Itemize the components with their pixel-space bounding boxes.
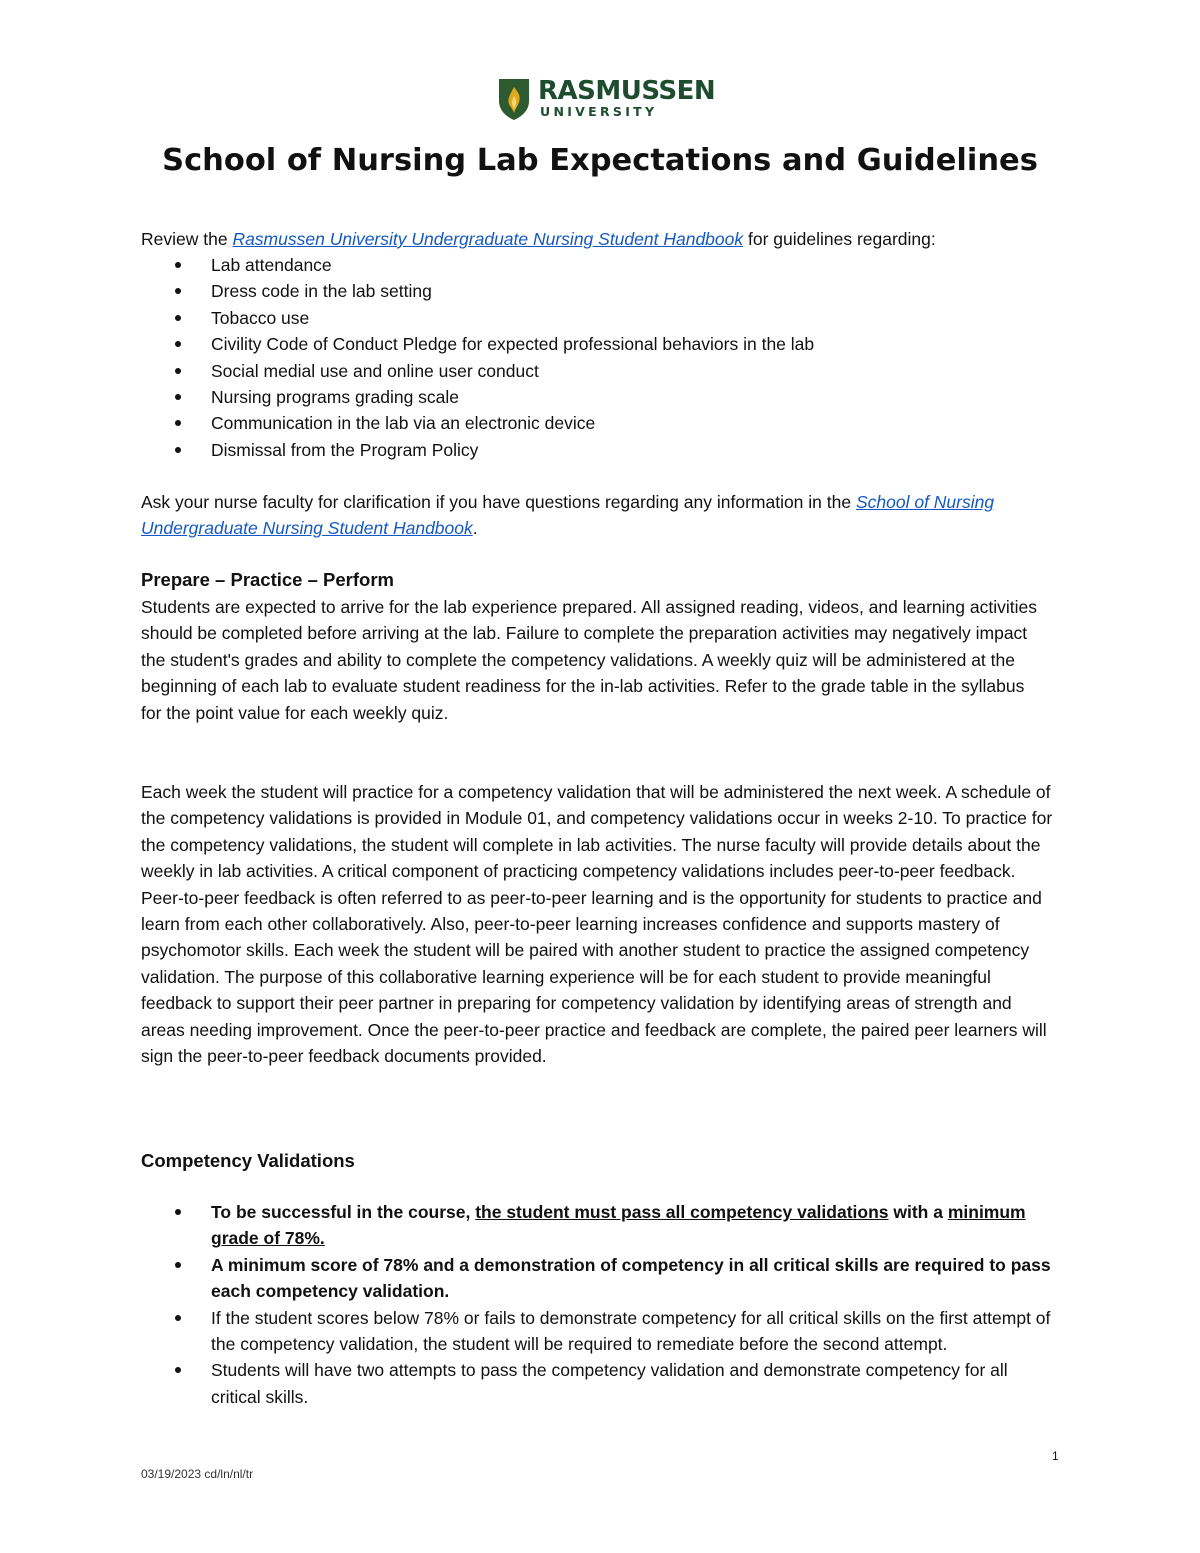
list-item: Lab attendance — [141, 252, 1061, 278]
b1-c: with a — [888, 1202, 948, 1222]
b1-d: minimum grade of 78%. — [211, 1202, 1026, 1249]
guidelines-list — [141, 252, 1061, 463]
footer-text: 03/19/2023 cd/ln/nl/tr — [141, 1467, 254, 1481]
competency-heading: Competency Validations — [141, 1150, 355, 1171]
page-number: 1 — [1052, 1449, 1059, 1463]
ask-suffix: . — [472, 518, 478, 539]
list-item: If the student scores below 78% or fails to demonstrate competency for all critical skills on the first attempt of the competency validation, the student will be required to remediate before the second attempt. — [141, 1305, 1061, 1358]
prepare-heading: Prepare – Practice – Perform — [141, 569, 394, 590]
list-item: Communication in the lab via an electronic device — [141, 410, 1061, 436]
document-title: School of Nursing Lab Expectations and Guidelines — [162, 143, 1038, 178]
list-item: Dress code in the lab setting — [141, 278, 1061, 304]
handbook-link-2[interactable]: School of Nursing Undergraduate Nursing Student Handbook — [141, 492, 995, 539]
list-item: Tobacco use — [141, 305, 1061, 331]
intro-prefix: Review the — [141, 229, 233, 249]
list-item: Social medial use and online user conduct — [141, 358, 1061, 384]
b1-a: To be successful in the course, — [211, 1202, 476, 1222]
prepare-paragraph-1: Students are expected to arrive for the lab experience prepared. All assigned reading, videos, and learning activities should be completed before arriving at the lab. Failure to complete the preparation activities may negatively impact the student's grades and ability to complete the competency validations. A weekly quiz will be administered at the beginning of each lab to evaluate student readiness for the in-lab activities. Refer to the grade table in the syllabus for the point value for each weekly quiz. — [141, 597, 1037, 723]
logo-name: RASMUSSEN — [538, 76, 716, 106]
list-item — [141, 1199, 1061, 1252]
clarification-paragraph — [141, 489, 1056, 542]
logo-subtitle: UNIVERSITY — [540, 104, 658, 119]
list-item: Civility Code of Conduct Pledge for expected professional behaviors in the lab — [141, 331, 1061, 357]
shield-flame-icon — [497, 77, 531, 121]
list-item: Dismissal from the Program Policy — [141, 437, 1061, 463]
prepare-paragraph-2: Each week the student will practice for a competency validation that will be administered the next week. A schedule of the competency validations is provided in Module 01, and competency validations occur in weeks 2-10. To practice for the competency validations, the student will complete in lab activities. The nurse faculty will provide details about the weekly in lab activities. A critical component of practicing competency validations includes peer-to-peer feedback. Peer-to-peer feedback is often referred to as peer-to-peer learning and is the opportunity for students to practice and learn from each other collaboratively. Also, peer-to-peer learning increases confidence and supports mastery of psychomotor skills. Each week the student will be paired with another student to practice the assigned competency validation. The purpose of this collaborative learning experience will be for each student to provide meaningful feedback to support their peer partner in preparing for competency validation by identifying areas of strength and areas needing improvement. Once the peer-to-peer practice and feedback are complete, the paired peer learners will sign the peer-to-peer feedback documents provided. — [141, 782, 1053, 1067]
ask-prefix: Ask your nurse faculty for clarification if you have questions regarding any information in the — [141, 492, 856, 512]
university-logo — [497, 77, 715, 123]
competency-list — [141, 1199, 1061, 1410]
list-item: Students will have two attempts to pass the competency validation and demonstrate competency for all critical skills. — [141, 1357, 1061, 1410]
list-item: A minimum score of 78% and a demonstration of competency in all critical skills are required to pass each competency validation. — [141, 1252, 1061, 1305]
intro-suffix: for guidelines regarding: — [743, 229, 936, 249]
b1-b: the student must pass all competency validations — [475, 1202, 889, 1222]
intro-paragraph — [141, 226, 1061, 252]
handbook-link[interactable]: Rasmussen University Undergraduate Nursing Student Handbook — [232, 229, 744, 249]
list-item: Nursing programs grading scale — [141, 384, 1061, 410]
